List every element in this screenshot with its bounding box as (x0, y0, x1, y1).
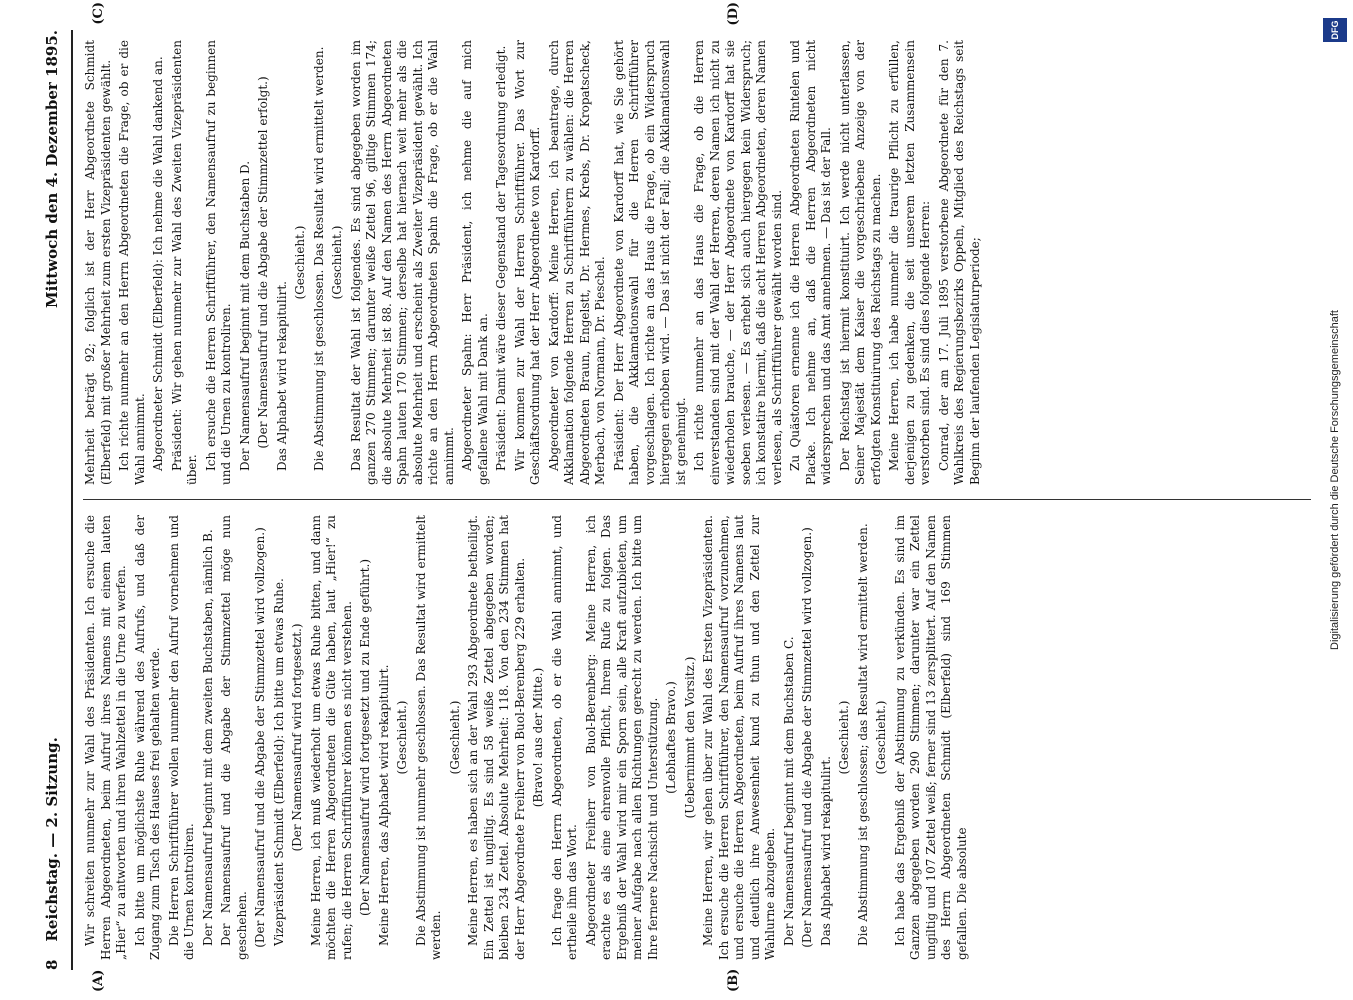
column-divider (83, 499, 1311, 500)
margin-marker-d: (D) (726, 2, 741, 26)
paragraph: Ich bitte um möglichste Ruhe während des Aufrufs, und daß der Zugang zum Tisch des Hauses frei gehalten werde. (132, 515, 162, 960)
paragraph: Präsident: Wir gehen nunmehr zur Wahl des Zweiten Vizepräsidenten über. (169, 40, 199, 485)
paragraph: (Der Namensaufruf und die Abgabe der Stimmzettel wird vollzogen.) (253, 527, 267, 948)
paragraph: Die Herren Schriftführer wollen nunmehr den Aufruf vornehmen und die Urnen kontroliren. (166, 515, 196, 960)
paragraph: (Der Namensaufruf und die Abgabe der Stimmzettel wird vollzogen.) (800, 527, 814, 948)
page-header (37, 30, 67, 970)
paragraph: Präsident: Damit wäre dieser Gegenstand der Tagesordnung erledigt. (494, 45, 508, 471)
left-column (83, 515, 1311, 960)
paragraph: Conrad, der am 17. Juli 1895 verstorbene Abgeordnete für den 7. Wahlkreis des Regierungsbezirks Oppeln, Mitglied des Reichstags seit Beginn der laufenden Legislaturperiode; (936, 40, 982, 485)
paragraph: Abgeordneter Spahn: Herr Präsident, ich nehme die auf mich gefallene Wahl mit Dank an. (460, 40, 490, 485)
paragraph: (Geschieht.) (293, 225, 307, 300)
paragraph: Meine Herren, wir gehen über zur Wahl des Ersten Vizepräsidenten. Ich ersuche die Herren Schriftführer, den Namensaufruf vorzunehmen, und ersuche die Herren Abgeordneten, beim Aufruf ihres Namens laut und deutlich ihre Anwesenheit kund zu thun und den Zettel zur Wahlurne abzugeben. (701, 515, 777, 960)
paragraph: (Bravo! aus der Mitte.) (531, 667, 545, 808)
paragraph: Vizepräsident Schmidt (Elberfeld): Ich bitte um etwas Ruhe. (271, 578, 286, 946)
paragraph: Der Namensaufruf beginnt mit dem Buchstaben D. (237, 160, 252, 471)
paragraph: (Geschieht.) (330, 225, 344, 300)
paragraph: Abgeordneter Schmidt (Elberfeld): Ich nehme die Wahl dankend an. (151, 56, 165, 471)
paragraph: Meine Herren, ich habe nunmehr die traurige Pflicht zu erfüllen, derjenigen zu gedenken, die seit unserem letzten Zusammensein verstorben sind. Es sind dies folgende Herren: (887, 40, 932, 485)
paragraph: Ich frage den Herrn Abgeordneten, ob er die Wahl annimmt, und ertheile ihm das Wort. (549, 515, 579, 960)
dfg-logo: DFG (1323, 18, 1347, 42)
paragraph: Der Namensaufruf beginnt mit dem Buchstaben C. (781, 636, 796, 946)
paragraph: Der Namensaufruf beginnt mit dem zweiten Buchstaben, nämlich B. (200, 529, 215, 946)
paragraph: Ich ersuche die Herren Schriftführer, den Namensaufruf zu beginnen und die Urnen zu kontroliren. (203, 40, 233, 485)
paragraph: Wir kommen zur Wahl der Herren Schriftführer. Das Wort zur Geschäftsordnung hat der Herr Abgeordnete von Kardorff. (512, 40, 542, 485)
digitization-credit (1320, 10, 1350, 990)
paragraph: Meine Herren, es haben sich an der Wahl 293 Abgeordnete betheiligt. Ein Zettel ist ungiltig. Es sind 58 weiße Zettel abgegeben worden; bleiben 234 Zettel. Absolute Mehrheit: 118. Von den 234 Stimmen hat der Herr Abgeordnete Freiherr von Buol-Berenberg 229 erhalten. (466, 515, 527, 960)
paragraph: (Der Namensaufruf wird fortgesetzt.) (290, 623, 304, 852)
paragraph: Das Alphabet wird rekapitulirt. (274, 281, 289, 471)
paragraph: (Der Namensaufruf wird fortgesetzt und zu Ende geführt.) (358, 558, 372, 917)
page-number: 8 (43, 959, 61, 970)
margin-marker-c: (C) (91, 2, 106, 25)
paragraph: Zu Quästoren ernenne ich die Herren Abgeordneten Rintelen und Placke. Ich nehme an, daß die Herren Abgeordneten nicht widersprechen und das Amt annehmen. — Das ist der Fall. (788, 40, 833, 485)
right-column (83, 40, 1311, 485)
session-title: Reichstag. — 2. Sitzung. (43, 737, 61, 942)
credit-text: Digitalisierung gefördert durch die Deutsche Forschungsgemeinschaft (1329, 310, 1341, 650)
margin-marker-b: (B) (726, 968, 741, 992)
paragraph: (Lebhaftes Bravo.) (664, 681, 678, 794)
paragraph: Die Abstimmung ist geschlossen; das Resultat wird ermittelt werden. (855, 523, 870, 946)
paragraph: Der Reichstag ist hiermit konstituirt. Ich werde nicht unterlassen, Seiner Majestät dem Kaiser die vorgeschriebene Anzeige von der erfolgten Konstituirung des Reichstags zu machen. (837, 40, 883, 485)
paragraph: Die Abstimmung ist geschlossen. Das Resultat wird ermittelt werden. (311, 46, 326, 471)
paragraph: Abgeordneter von Kardorff: Meine Herren, ich beantrage, durch Akklamation folgende Herren zu Schriftführern zu wählen: die Herren Abgeordneten Braun, Engelstt, Dr. Hermes, Krebs, Dr. Kropatscheck, Merbach, von Normann, Dr. Pieschel. (546, 40, 607, 485)
header-rule (71, 30, 73, 970)
margin-marker-a: (A) (91, 969, 106, 992)
paragraph: (Uebernimmt den Vorsitz.) (682, 656, 697, 819)
paragraph: Ich richte nunmehr an den Herrn Abgeordneten die Frage, ob er die Wahl annimmt. (117, 40, 147, 485)
paragraph: Mehrheit beträgt 92; folglich ist der Herr Abgeordnete Schmidt (Elberfeld) mit großer Mehrheit zum ersten Vizepräsidenten gewählt. (83, 40, 113, 485)
paragraph: Wir schreiten nunmehr zur Wahl des Präsidenten. Ich ersuche die Herren Abgeordneten, beim Aufruf ihres Namens mit einem lauten „Hier“ zu antworten und ihren Wahlzettel in die Urne zu werfen. (83, 515, 128, 960)
paragraph: Die Abstimmung ist nunmehr geschlossen. Das Resultat wird ermittelt werden. (413, 515, 443, 960)
paragraph: Ich richte nunmehr an das Haus die Frage, ob die Herren einverstanden sind mit der Wahl der Herren, deren Namen ich nicht zu wiederholen brauche, — der Herr Abgeordnete von Kardorff hat sie soeben verlesen. — Es erhebt sich auch hiergegen kein Widerspruch; ich konstatire hiermit, daß die acht Herren Abgeordneten, deren Namen verlesen, als Schriftführer gewählt worden sind. (692, 40, 784, 485)
paragraph: Abgeordneter Freiherr von Buol-Berenberg: Meine Herren, ich erachte es als eine ehrenvolle Pflicht, Ihrem Rufe zu folgen. Das Ergebniß der Wahl wird mir ein Sporn sein, alle Kraft aufzubieten, um meiner Aufgabe nach allen Richtungen gerecht zu werden. Ich bitte um Ihre fernere Nachsicht und Unterstützung. (583, 515, 660, 960)
paragraph: (Geschieht.) (447, 700, 462, 775)
document-page (21, 0, 1331, 1000)
session-date: Mittwoch den 4. Dezember 1895. (43, 30, 61, 308)
paragraph: Präsident: Der Herr Abgeordnete von Kardorff hat, wie Sie gehört haben, die Akklamationswahl für die Herren Schriftführer vorgeschlagen. Ich richte an das Haus die Frage, ob ein Widerspruch hiergegen erhoben wird. — Das ist nicht der Fall; die Akklamationswahl ist genehmigt. (611, 40, 688, 485)
paragraph: (Geschieht.) (837, 700, 851, 775)
paragraph: Das Alphabet wird rekapitulirt. (818, 756, 833, 946)
paragraph: (Geschieht.) (874, 700, 888, 775)
paragraph: Der Namensaufruf und die Abgabe der Stimmzettel möge nun geschehen. (219, 515, 249, 960)
paragraph: Meine Herren, das Alphabet wird rekapitulirt. (376, 664, 391, 946)
paragraph: Das Resultat der Wahl ist folgendes. Es sind abgegeben worden im ganzen 270 Stimmen; darunter weiße Zettel 96, giltige Stimmen 174; die absolute Mehrheit ist 88. Auf den Namen des Herrn Abgeordneten Spahn lauten 170 Stimmen; derselbe hat hiernach weit mehr als die absolute Mehrheit und erscheint als Zweiter Vizepräsident gewählt. Ich richte an den Herrn Abgeordneten Spahn die Frage, ob er die Wahl annimmt. (348, 40, 456, 485)
paragraph: Meine Herren, ich muß wiederholt um etwas Ruhe bitten, und dann möchten die Herren Abgeordneten die Güte haben, laut „Hier!“ zu rufen; die Herren Schriftführer können es nicht verstehen. (308, 515, 354, 960)
paragraph: (Geschieht.) (395, 700, 409, 775)
paragraph: (Der Namensaufruf und die Abgabe der Stimmzettel erfolgt.) (256, 76, 270, 449)
paragraph: Ich habe das Ergebniß der Abstimmung zu verkünden. Es sind im Ganzen abgegeben worden 290 Stimmen; darunter war ein Zettel ungiltig und 107 Zettel weiß; ferner sind 13 zersplittert. Auf den Namen des Herrn Abgeordneten Schmidt (Elberfeld) sind 169 Stimmen gefallen. Die absolute (892, 515, 969, 960)
